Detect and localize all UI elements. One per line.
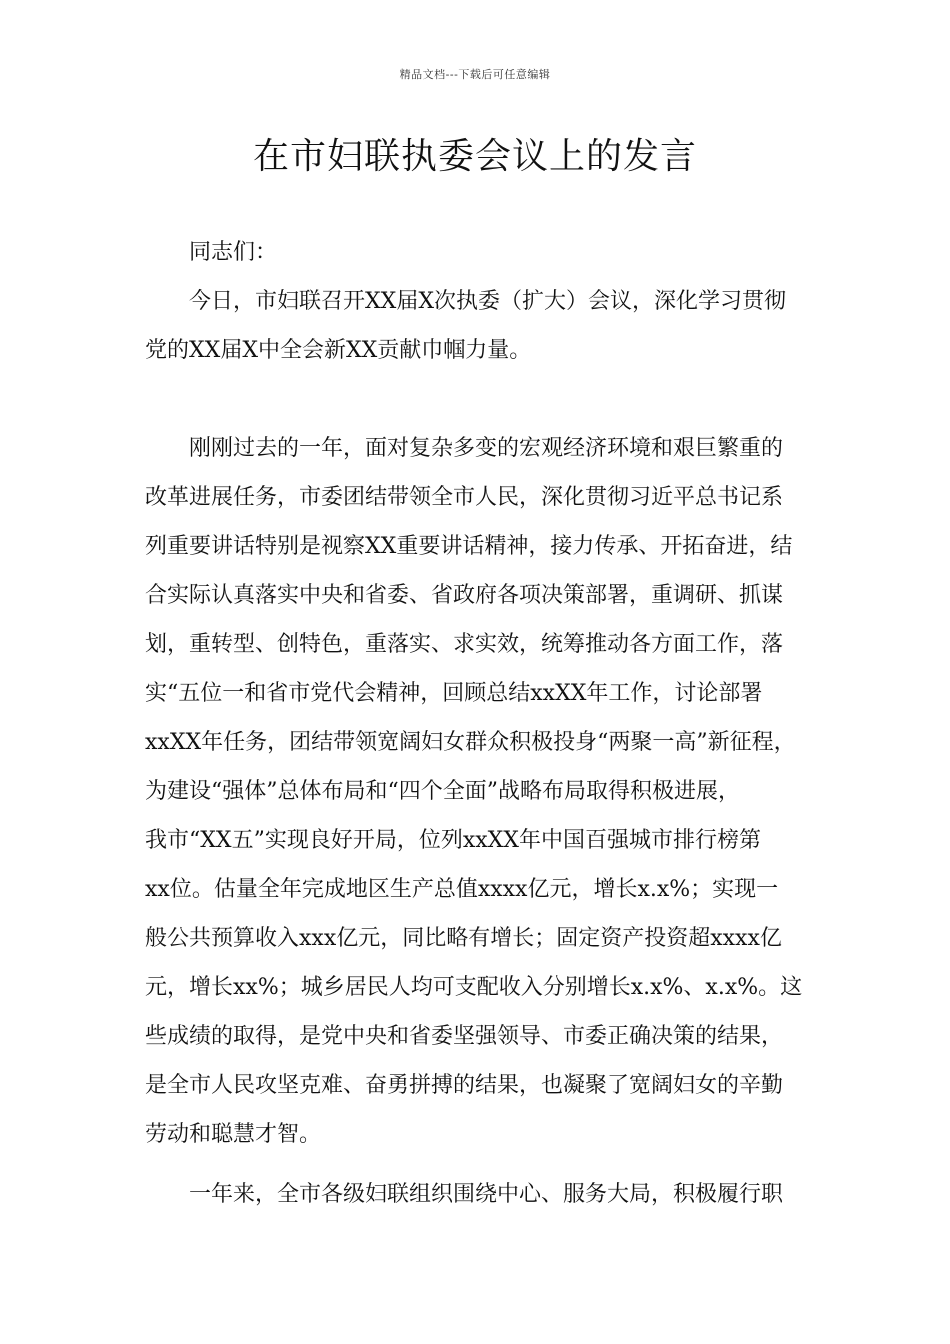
paragraph-line: 划，重转型、创特色，重落实、求实效，统筹推动各方面工作，落 xyxy=(145,632,784,657)
paragraph-line: 一年来，全市各级妇联组织围绕中心、服务大局，积极履行职 xyxy=(189,1182,784,1207)
paragraph-3 xyxy=(145,1170,820,1219)
paragraph-line: 列重要讲话特别是视察XX重要讲话精神，接力传承、开拓奋进，结 xyxy=(145,534,793,559)
paragraph-line: 元，增长xx%；城乡居民人均可支配收入分别增长x.x%、x.x%。这 xyxy=(145,975,803,1000)
paragraph-line: 合实际认真落实中央和省委、省政府各项决策部署，重调研、抓谋 xyxy=(145,583,784,608)
header-note: 精品文档---下载后可任意编辑 xyxy=(399,68,551,81)
paragraph-line: xx位。估量全年完成地区生产总值xxxx亿元，增长x.x%；实现一 xyxy=(145,877,779,902)
paragraph-line: 党的XX届X中全会新XX贡献巾帼力量。 xyxy=(145,338,532,363)
paragraph-line: 刚刚过去的一年，面对复杂多变的宏观经济环境和艰巨繁重的 xyxy=(189,436,784,461)
paragraph-line: 我市“XX五”实现良好开局，位列xxXX年中国百强城市排行榜第 xyxy=(145,828,761,853)
salutation: 同志们： xyxy=(189,240,278,265)
paragraph-line: 改革进展任务，市委团结带领全市人民，深化贯彻习近平总书记系 xyxy=(145,485,784,510)
document-title: 在市妇联执委会议上的发言 xyxy=(252,136,697,177)
paragraph-line: 劳动和聪慧才智。 xyxy=(145,1122,322,1147)
paragraph-line: 是全市人民攻坚克难、奋勇拼搏的结果，也凝聚了宽阔妇女的辛勤 xyxy=(145,1073,784,1098)
paragraph-1 xyxy=(145,277,820,375)
paragraph-line: 般公共预算收入xxx亿元，同比略有增长；固定资产投资超xxxx亿 xyxy=(145,926,782,951)
paragraph-line: 些成绩的取得，是党中央和省委坚强领导、市委正确决策的结果， xyxy=(145,1024,784,1049)
paragraph-line: xxXX年任务，团结带领宽阔妇女群众积极投身“两聚一高”新征程， xyxy=(145,730,796,755)
paragraph-line: 实“五位一和省市党代会精神，回顾总结xxXX年工作，讨论部署 xyxy=(145,681,763,706)
paragraph-line: 为建设“强体”总体布局和“四个全面”战略布局取得积极进展， xyxy=(145,779,740,804)
paragraph-line: 今日，市妇联召开XX届X次执委（扩大）会议，深化学习贯彻 xyxy=(189,289,786,314)
paragraph-2 xyxy=(145,424,820,1159)
